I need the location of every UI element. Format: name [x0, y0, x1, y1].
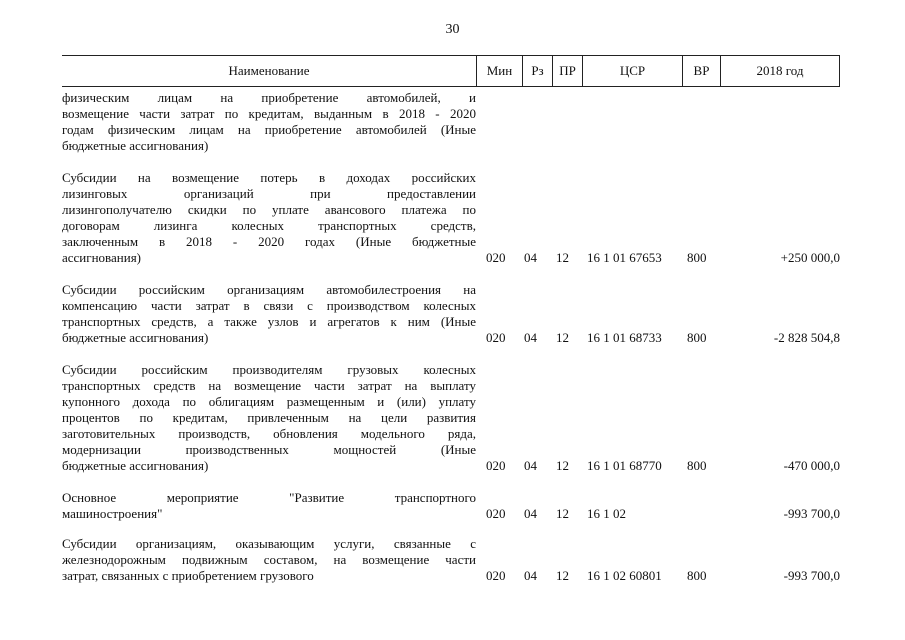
header-min: Мин — [476, 56, 522, 86]
code-pr: 12 — [556, 458, 569, 473]
header-pr: ПР — [552, 56, 582, 86]
description-line: лизингополучателю скидки по уплате авансового платежа по — [62, 202, 476, 217]
header-vr: ВР — [682, 56, 720, 86]
code-vr: 800 — [687, 458, 707, 473]
amount-2018: -470 000,0 — [783, 458, 840, 473]
description-line: Субсидии организациям, оказывающим услуги, связанные с — [62, 536, 476, 551]
amount-2018: -2 828 504,8 — [773, 330, 840, 345]
code-csr: 16 1 02 60801 — [587, 568, 662, 583]
table-row — [62, 90, 840, 154]
description-line: возмещение части затрат по кредитам, выданным в 2018 - 2020 — [62, 106, 476, 121]
table-header — [62, 55, 840, 87]
code-pr: 12 — [556, 506, 569, 521]
amount-2018: -993 700,0 — [783, 506, 840, 521]
table-row — [62, 490, 840, 522]
code-pr: 12 — [556, 330, 569, 345]
code-min: 020 — [486, 250, 506, 265]
description-line: затрат, связанных с приобретением грузового — [62, 568, 314, 583]
description-line: заключенным в 2018 - 2020 годах (Иные бюджетные — [62, 234, 476, 249]
description-line: физическим лицам на приобретение автомобилей, и — [62, 90, 476, 105]
table-row — [62, 536, 840, 584]
description-line: модернизации производственных мощностей (Иные — [62, 442, 476, 457]
header-year: 2018 год — [720, 56, 840, 86]
description-line: транспортных средств на возмещение части затрат на выплату — [62, 378, 476, 393]
header-csr: ЦСР — [582, 56, 682, 86]
description-line: Субсидии на возмещение потерь в доходах российских — [62, 170, 476, 185]
page-number: 30 — [445, 22, 460, 37]
description-line: Основное мероприятие "Развитие транспортного — [62, 490, 476, 505]
description-line: лизинговых организаций при предоставлении — [62, 186, 476, 201]
description-line: бюджетные ассигнования) — [62, 138, 209, 153]
description-line: договорам лизинга колесных транспортных средств, — [62, 218, 476, 233]
row-codes — [62, 250, 840, 266]
row-codes — [62, 568, 840, 584]
code-pr: 12 — [556, 568, 569, 583]
description-line: заготовительных производств, обновления модельного ряда, — [62, 426, 476, 441]
code-csr: 16 1 01 68770 — [587, 458, 662, 473]
header-rz: Рз — [522, 56, 552, 86]
header-name: Наименование — [228, 63, 310, 78]
table-row — [62, 170, 840, 266]
description-line: купонного дохода по облигациям размещенным и (или) уплату — [62, 394, 476, 409]
code-rz: 04 — [524, 330, 537, 345]
code-pr: 12 — [556, 250, 569, 265]
code-vr: 800 — [687, 330, 707, 345]
row-codes — [62, 330, 840, 346]
code-min: 020 — [486, 330, 506, 345]
code-min: 020 — [486, 458, 506, 473]
row-codes — [62, 506, 840, 522]
description-line: бюджетные ассигнования) — [62, 330, 209, 345]
amount-2018: +250 000,0 — [780, 250, 840, 265]
description-line: транспортных средств, а также узлов и агрегатов к ним (Иные — [62, 314, 476, 329]
code-rz: 04 — [524, 250, 537, 265]
code-rz: 04 — [524, 506, 537, 521]
table-row — [62, 282, 840, 346]
code-csr: 16 1 02 — [587, 506, 626, 521]
description-line: процентов по кредитам, привлеченным на цели развития — [62, 410, 476, 425]
code-vr: 800 — [687, 568, 707, 583]
description-line: железнодорожным подвижным составом, на возмещение части — [62, 552, 476, 567]
code-csr: 16 1 01 68733 — [587, 330, 662, 345]
amount-2018: -993 700,0 — [783, 568, 840, 583]
code-vr: 800 — [687, 250, 707, 265]
code-rz: 04 — [524, 568, 537, 583]
description-line: годам физическим лицам на приобретение автомобилей (Иные — [62, 122, 476, 137]
table-row — [62, 362, 840, 474]
code-rz: 04 — [524, 458, 537, 473]
description-line: ассигнования) — [62, 250, 142, 265]
code-min: 020 — [486, 568, 506, 583]
code-min: 020 — [486, 506, 506, 521]
description-line: компенсацию части затрат в связи с производством колесных — [62, 298, 476, 313]
description-line: Субсидии российским производителям грузовых колесных — [62, 362, 476, 377]
row-codes — [62, 138, 840, 154]
description-line: бюджетные ассигнования) — [62, 458, 209, 473]
description-line: машиностроения" — [62, 506, 163, 521]
row-codes — [62, 458, 840, 474]
code-csr: 16 1 01 67653 — [587, 250, 662, 265]
description-line: Субсидии российским организациям автомобилестроения на — [62, 282, 476, 297]
